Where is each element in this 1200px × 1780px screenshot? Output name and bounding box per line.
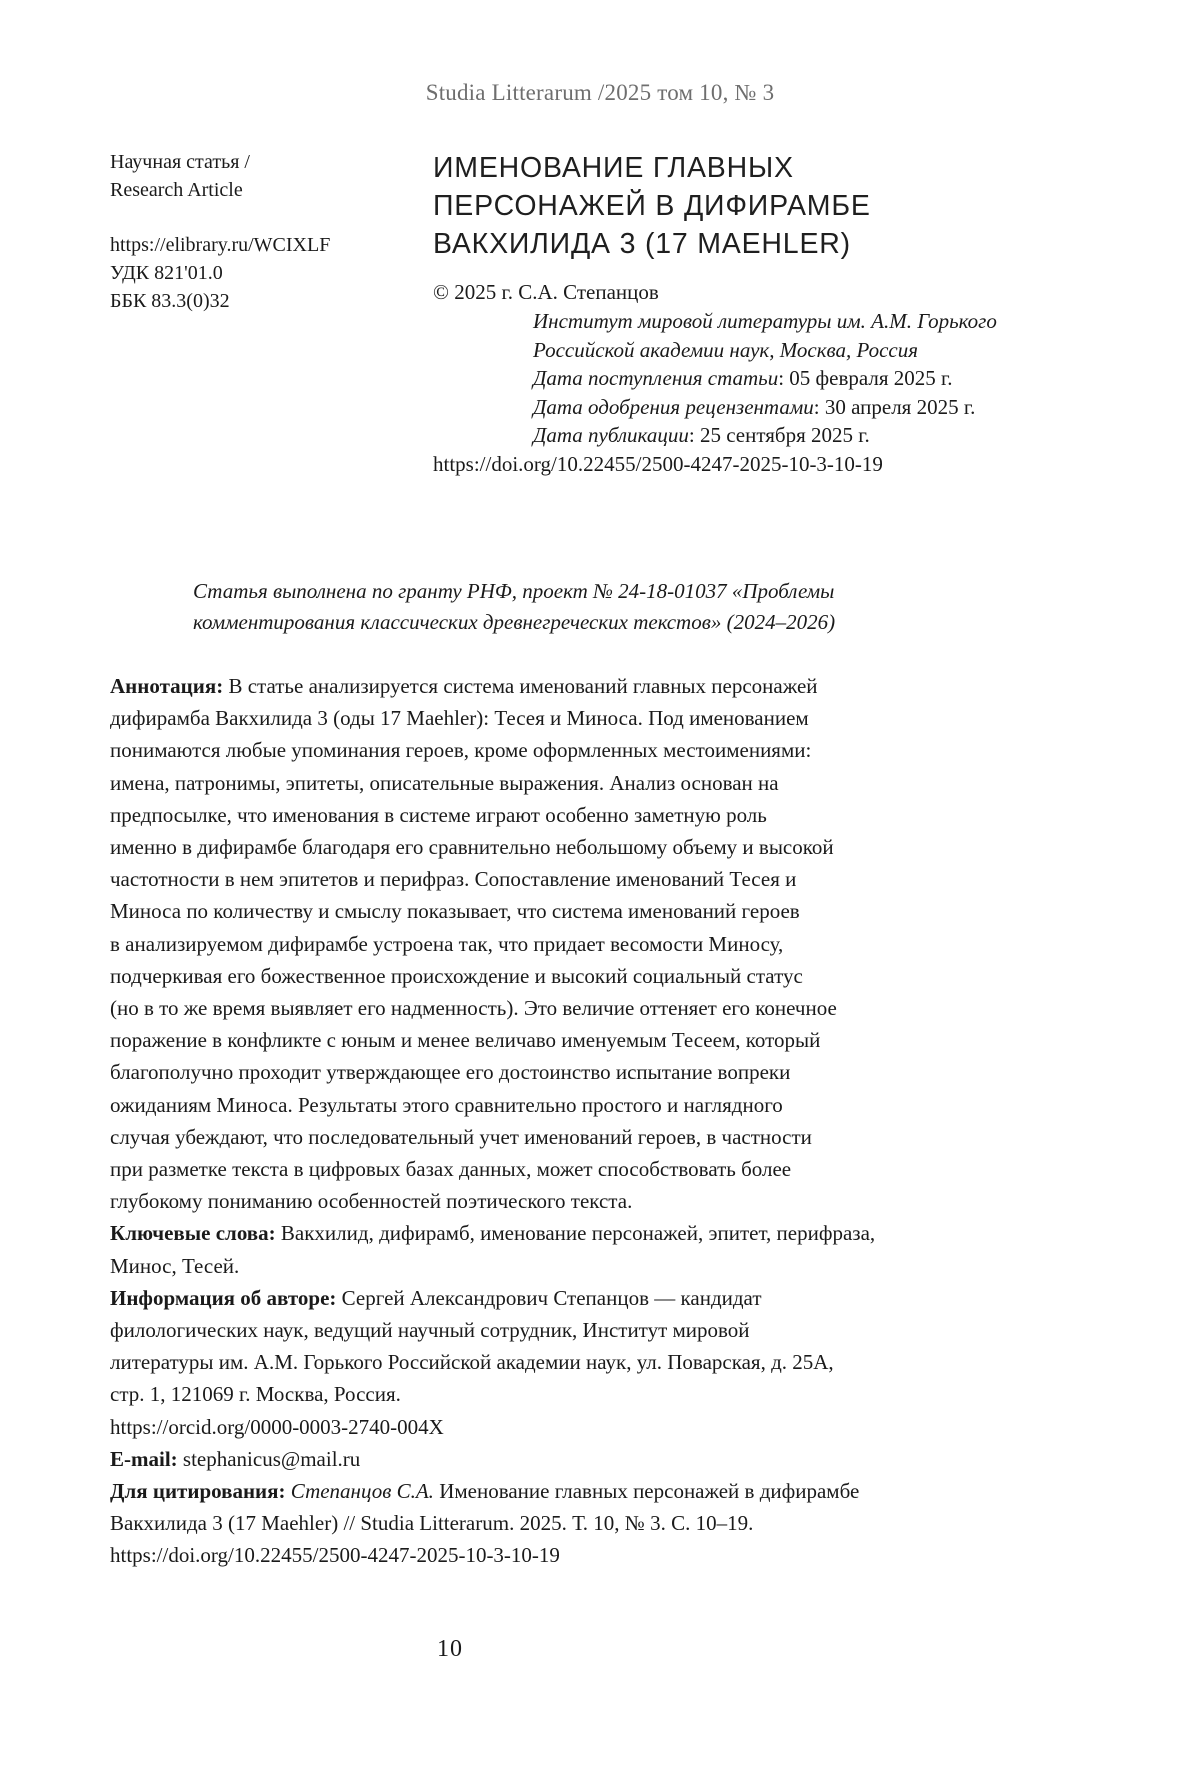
received-date — [533, 364, 1173, 393]
author-info — [110, 1282, 1070, 1443]
article-title — [433, 149, 1053, 263]
author-info-line: литературы им. А.М. Горького Российской академии наук, ул. Поварская, д. 25А, — [110, 1350, 834, 1375]
published-label: Дата публикации — [533, 423, 689, 448]
article-type: Научная статья / — [110, 151, 250, 173]
author-info-label: Информация об авторе: — [110, 1285, 337, 1310]
abstract-line: частотности в нем эпитетов и перифраз. Сопоставление именований Тесея и — [110, 867, 797, 892]
citation-line: Вакхилида 3 (17 Maehler) // Studia Litterarum. 2025. Т. 10, № 3. С. 10–19. — [110, 1511, 754, 1536]
running-head: Studia Litterarum /2025 том 10, № 3 — [425, 80, 775, 105]
title-line: ВАКХИЛИДА 3 (17 MAEHLER) — [433, 228, 851, 260]
elibrary-link[interactable]: https://elibrary.ru/WCIXLF — [110, 234, 331, 256]
abstract-line: в анализируемом дифирамбе устроена так, что придает весомости Миносу, — [110, 931, 784, 956]
author-info-line: стр. 1, 121069 г. Москва, Россия. — [110, 1382, 401, 1407]
author-info-line: филологических наук, ведущий научный сотрудник, Институт мировой — [110, 1318, 750, 1343]
article-type-en: Research Article — [110, 179, 243, 201]
email — [110, 1443, 1070, 1475]
abstract — [110, 670, 1070, 1217]
published-value: : 25 сентября 2025 г. — [688, 423, 870, 448]
abstract-line: подчеркивая его божественное происхождение и высокий социальный статус — [110, 963, 803, 988]
grant-line: Статья выполнена по гранту РНФ, проект № 24-18-01037 «Проблемы — [193, 579, 835, 603]
abstract-line: В статье анализируется система именований главных персонажей — [223, 674, 818, 698]
abstract-line: поражение в конфликте с юным и менее величаво именуемым Тесеем, который — [110, 1028, 821, 1053]
citation-author: Степанцов С.А. — [285, 1479, 434, 1504]
keywords — [110, 1217, 1070, 1281]
citation-label: Для цитирования: — [110, 1479, 286, 1504]
approved-label: Дата одобрения рецензентами — [533, 394, 814, 419]
bbk-code: ББК 83.3(0)32 — [110, 290, 230, 312]
received-label: Дата поступления статьи — [533, 366, 779, 391]
grant-note — [193, 576, 1053, 638]
abstract-line: глубокому пониманию особенностей поэтического текста. — [110, 1189, 633, 1214]
abstract-label: Аннотация: — [110, 674, 224, 698]
affiliation-line: Российской академии наук, Москва, Россия — [533, 337, 919, 362]
abstract-line: благополучно проходит утверждающее его достоинство испытание вопреки — [110, 1060, 791, 1085]
orcid-link[interactable]: https://orcid.org/0000-0003-2740-004X — [110, 1414, 444, 1439]
abstract-line: понимаются любые упоминания героев, кроме оформленных местоимениями: — [110, 738, 812, 763]
abstract-line: дифирамба Вакхилида 3 (оды 17 Maehler): Тесея и Миноса. Под именованием — [110, 706, 809, 731]
abstract-line: предпосылке, что именования в системе играют особенно заметную роль — [110, 802, 767, 827]
email-label: E-mail: — [110, 1446, 178, 1471]
citation-line: Именование главных персонажей в дифирамбе — [433, 1479, 860, 1504]
grant-line: комментирования классических древнегреческих текстов» (2024–2026) — [193, 610, 836, 634]
received-value: : 05 февраля 2025 г. — [778, 366, 953, 391]
approved-date — [533, 393, 1173, 422]
abstract-line: ожиданиям Миноса. Результаты этого сравнительно простого и наглядного — [110, 1092, 783, 1117]
citation — [110, 1475, 1070, 1572]
byline: © 2025 г. С.А. Степанцов — [433, 280, 659, 304]
approved-value: : 30 апреля 2025 г. — [813, 394, 976, 419]
title-line: ИМЕНОВАНИЕ ГЛАВНЫХ — [433, 152, 794, 184]
udk-code: УДК 821'01.0 — [110, 262, 223, 284]
keywords-label: Ключевые слова: — [110, 1221, 276, 1246]
page-number: 10 — [437, 1636, 463, 1662]
keywords-line: Вакхилид, дифирамб, именование персонажей, эпитет, перифраза, — [275, 1221, 876, 1246]
article-info — [110, 670, 1070, 1572]
abstract-line: (но в то же время выявляет его надменность). Это величие оттеняет его конечное — [110, 996, 837, 1021]
abstract-line: при разметке текста в цифровых базах данных, может способствовать более — [110, 1157, 792, 1182]
doi-link[interactable]: https://doi.org/10.22455/2500-4247-2025-10-3-10-19 — [433, 452, 883, 476]
affiliation-line: Институт мировой литературы им. А.М. Горького — [533, 309, 997, 333]
keywords-line: Минос, Тесей. — [110, 1253, 240, 1278]
email-link[interactable]: stephanicus@mail.ru — [177, 1446, 361, 1471]
title-line: ПЕРСОНАЖЕЙ В ДИФИРАМБЕ — [433, 190, 871, 222]
affiliation-block — [533, 307, 1173, 450]
abstract-line: Миноса по количеству и смыслу показывает, что система именований героев — [110, 899, 800, 924]
abstract-line: именно в дифирамбе благодаря его сравнительно небольшому объему и высокой — [110, 835, 834, 860]
abstract-line: имена, патронимы, эпитеты, описательные выражения. Анализ основан на — [110, 770, 779, 795]
published-date — [533, 421, 1173, 450]
citation-doi-link[interactable]: https://doi.org/10.22455/2500-4247-2025-10-3-10-19 — [110, 1543, 560, 1568]
author-info-line: Сергей Александрович Степанцов — кандидат — [336, 1285, 762, 1310]
article-meta — [110, 148, 410, 315]
abstract-line: случая убеждают, что последовательный учет именований героев, в частности — [110, 1124, 812, 1149]
